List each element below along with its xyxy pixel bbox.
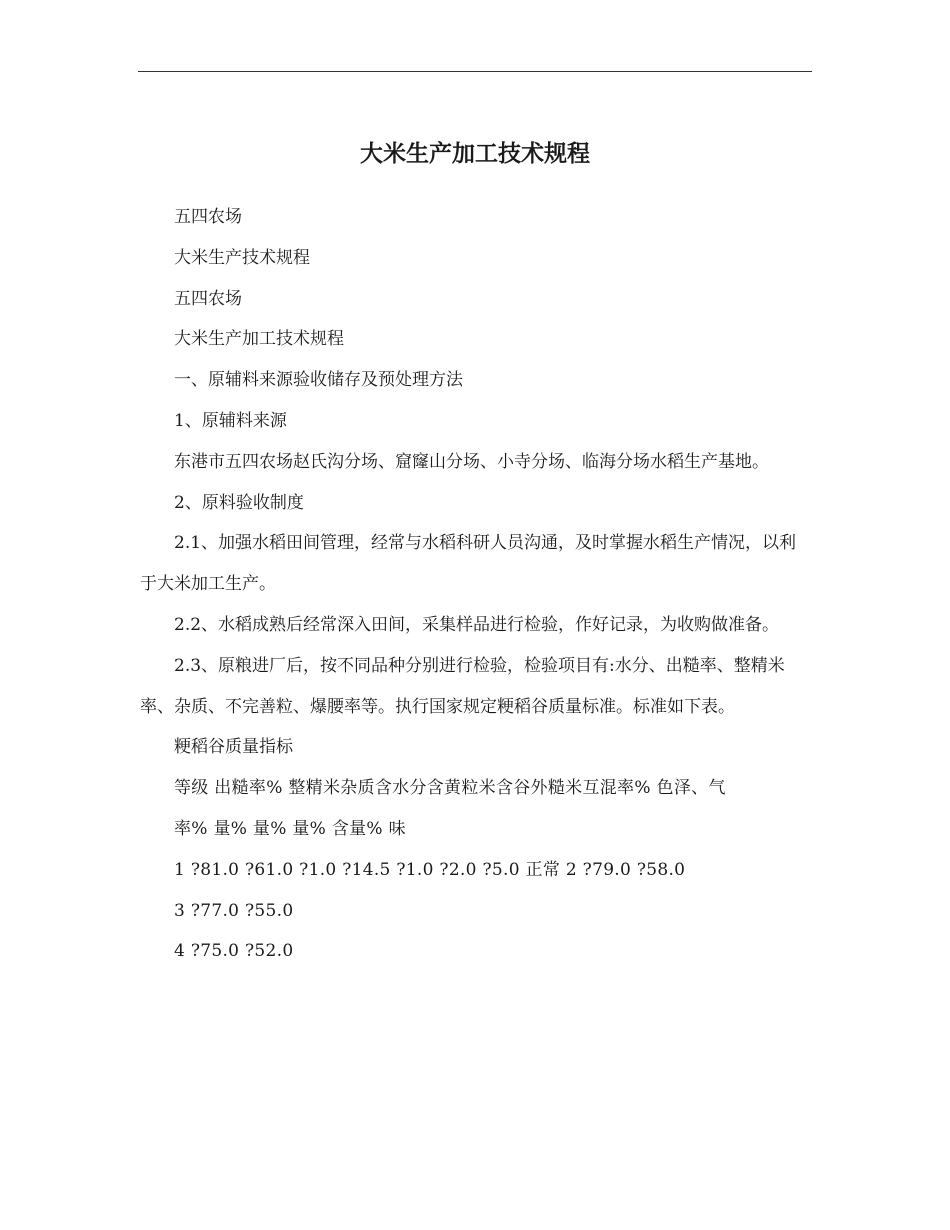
paragraph-2-1: 2.1、加强水稻田间管理，经常与水稻科研人员沟通，及时掌握水稻生产情况，以利于大米加工生产。 [140, 533, 797, 595]
paragraph-farm-name: 五四农场 [174, 207, 242, 227]
table-row-line-1: 1 ?81.0 ?61.0 ?1.0 ?14.5 ?1.0 ?2.0 ?5.0 正常 2 ?79.0 ?58.0 [174, 859, 686, 880]
table-caption: 粳稻谷质量指标 [174, 737, 293, 758]
section-heading-1: 一、原辅料来源验收储存及预处理方法 [174, 370, 463, 391]
table-header-line-1: 等级 出糙率% 整精米杂质含水分含黄粒米含谷外糙米互混率% 色泽、气 [174, 778, 726, 799]
paragraph-subtitle: 大米生产技术规程 [174, 247, 310, 268]
table-row-line-2: 3 ?77.0 ?55.0 [174, 900, 294, 921]
subsection-heading-1: 1、原辅料来源 [174, 410, 287, 431]
paragraph-farm-name-repeat: 五四农场 [174, 288, 242, 309]
document-title: 大米生产加工技术规程 [360, 140, 590, 167]
table-row-line-3: 4 ?75.0 ?52.0 [174, 941, 294, 962]
table-header-line-2: 率% 量% 量% 量% 含量% 味 [174, 818, 406, 839]
document-body [140, 197, 808, 972]
header-rule [138, 71, 812, 72]
paragraph-subtitle-full: 大米生产加工技术规程 [174, 329, 344, 350]
paragraph-source: 东港市五四农场赵氏沟分场、窟窿山分场、小寺分场、临海分场水稻生产基地。 [174, 451, 769, 472]
subsection-heading-2: 2、原料验收制度 [174, 492, 304, 513]
paragraph-2-3: 2.3、原粮进厂后，按不同品种分别进行检验，检验项目有:水分、出糙率、整精米率、杂质、不完善粒、爆腰率等。执行国家规定粳稻谷质量标准。标准如下表。 [140, 655, 785, 717]
paragraph-2-2: 2.2、水稻成熟后经常深入田间，采集样品进行检验，作好记录，为收购做准备。 [174, 614, 780, 635]
